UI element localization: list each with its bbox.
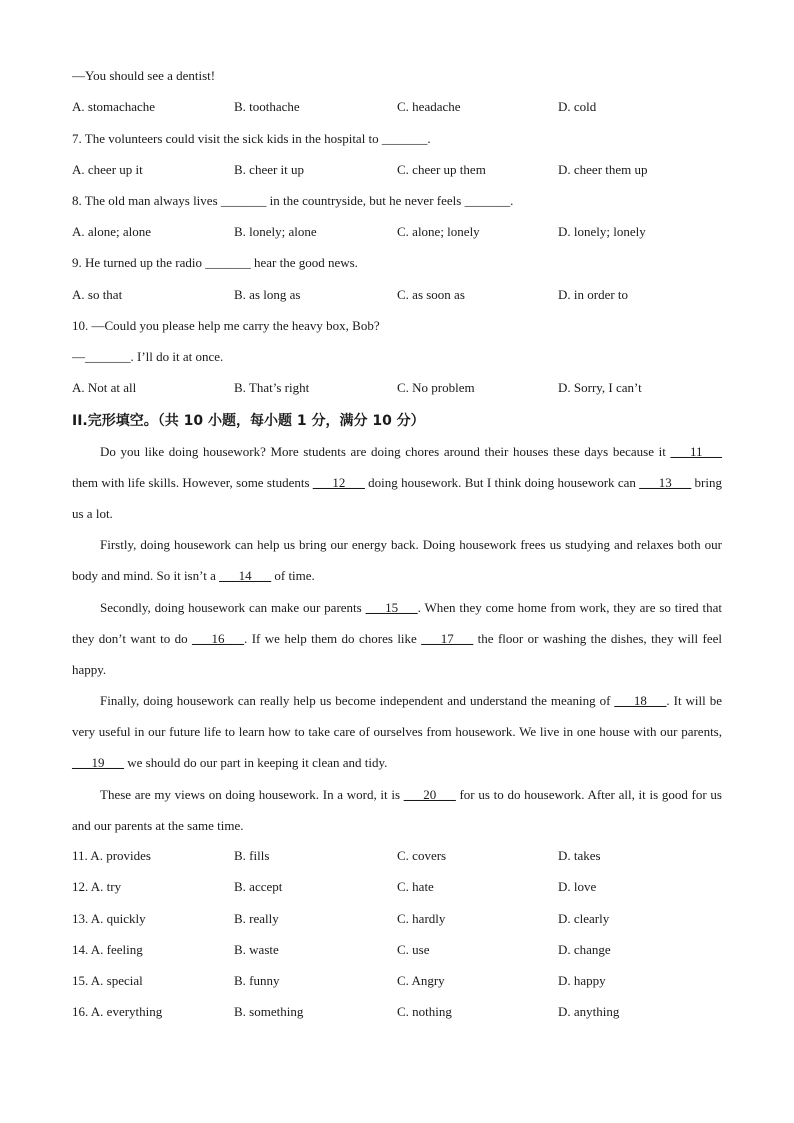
blank-14[interactable]: ___14___ [219, 568, 272, 583]
q7-options [72, 162, 722, 178]
q9-option-d[interactable]: D. in order to [558, 287, 629, 302]
passage-paragraph-3: Secondly, doing housework can make our parents ___15___. When they come home from work, they are so tired that they don’t want to do ___16___. If we help them do chores like ___17___ the floor or washing the dishes, they will feel happy. [72, 600, 722, 677]
passage-paragraph-2: Firstly, doing housework can help us bring our energy back. Doing housework frees us studying and relaxes both our body and mind. So it isn’t a ___14___ of time. [72, 537, 722, 583]
q7-option-a[interactable]: A. cheer up it [72, 162, 143, 177]
q10-blank[interactable]: _______ [85, 349, 131, 364]
q10-option-d[interactable]: D. Sorry, I can’t [558, 380, 642, 395]
q7-option-d[interactable]: D. cheer them up [558, 162, 648, 177]
q15-option-a[interactable]: 15. A. special [72, 973, 143, 988]
q12-option-c[interactable]: C. hate [397, 879, 434, 894]
q10-option-c[interactable]: C. No problem [397, 380, 475, 395]
q8-option-a[interactable]: A. alone; alone [72, 224, 152, 239]
q7-option-c[interactable]: C. cheer up them [397, 162, 486, 177]
cloze-options-13 [72, 911, 722, 927]
blank-20[interactable]: ___20___ [403, 787, 456, 802]
blank-15[interactable]: ___15___ [365, 600, 418, 615]
q12-option-d[interactable]: D. love [558, 879, 597, 894]
q9-option-b[interactable]: B. as long as [234, 287, 301, 302]
q15-option-c[interactable]: C. Angry [397, 973, 445, 988]
q7-blank[interactable]: _______ [381, 131, 428, 146]
q10-stem: 10. —Could you please help me carry the heavy box, Bob? [72, 318, 380, 333]
q8-blank-1[interactable]: _______ [220, 193, 267, 208]
q16-option-a[interactable]: 16. A. everything [72, 1004, 163, 1019]
q13-option-a[interactable]: 13. A. quickly [72, 911, 146, 926]
section-ii-title: II.完形填空。（共 10 小题，每小题 1 分，满分 10 分） [72, 413, 425, 429]
q14-option-b[interactable]: B. waste [234, 942, 279, 957]
q6-option-a[interactable]: A. stomachache [72, 99, 156, 114]
q16-option-d[interactable]: D. anything [558, 1004, 620, 1019]
q15-option-d[interactable]: D. happy [558, 973, 606, 988]
q14-option-c[interactable]: C. use [397, 942, 430, 957]
q6-dialogue-line: —You should see a dentist! [72, 68, 216, 83]
cloze-options-11 [72, 848, 722, 864]
q8-stem: 8. The old man always lives _______ in the countryside, but he never feels _______. [72, 193, 514, 208]
blank-11[interactable]: ___11___ [670, 444, 722, 459]
q11-option-c[interactable]: C. covers [397, 848, 447, 863]
q11-option-a[interactable]: 11. A. provides [72, 848, 151, 863]
passage-paragraph-5: These are my views on doing housework. In a word, it is ___20___ for us to do housework. After all, it is good for us and our parents at the same time. [72, 787, 722, 833]
cloze-options-14 [72, 942, 722, 958]
blank-19[interactable]: ___19___ [72, 755, 124, 770]
q6-options [72, 99, 722, 115]
q16-option-c[interactable]: C. nothing [397, 1004, 452, 1019]
q7-option-b[interactable]: B. cheer it up [234, 162, 305, 177]
q12-option-b[interactable]: B. accept [234, 879, 283, 894]
passage-paragraph-1: Do you like doing housework? More students are doing chores around their houses these days because it ___11___ them with life skills. However, some students ___12___ doing housework. But I think doing housework can ___13___ bring us a lot. [72, 444, 722, 521]
q14-option-d[interactable]: D. change [558, 942, 611, 957]
q6-option-d[interactable]: D. cold [558, 99, 597, 114]
q7-stem: 7. The volunteers could visit the sick kids in the hospital to _______. [72, 131, 431, 146]
q13-option-b[interactable]: B. really [234, 911, 279, 926]
q8-option-d[interactable]: D. lonely; lonely [558, 224, 646, 239]
passage-paragraph-4: Finally, doing housework can really help us become independent and understand the meaning of ___18___. It will be very useful in our future life to learn how to take care of ourselves from housework. We live in one house with our parents, ___19___ we should do our part in keeping it clean and tidy. [72, 693, 723, 770]
q11-option-d[interactable]: D. takes [558, 848, 601, 863]
q6-option-b[interactable]: B. toothache [234, 99, 300, 114]
q10-options [72, 380, 722, 396]
blank-13[interactable]: ___13___ [639, 475, 692, 490]
q9-stem: 9. He turned up the radio _______ hear the good news. [72, 255, 358, 270]
cloze-options-12 [72, 879, 722, 895]
q16-option-b[interactable]: B. something [234, 1004, 304, 1019]
q8-blank-2[interactable]: _______ [464, 193, 511, 208]
q10-option-a[interactable]: A. Not at all [72, 380, 137, 395]
blank-12[interactable]: ___12___ [312, 475, 365, 490]
q9-blank[interactable]: _______ [205, 255, 251, 270]
q8-option-c[interactable]: C. alone; lonely [397, 224, 480, 239]
q8-options [72, 224, 722, 240]
q15-option-b[interactable]: B. funny [234, 973, 280, 988]
cloze-options-15 [72, 973, 722, 989]
blank-18[interactable]: ___18___ [614, 693, 667, 708]
blank-17[interactable]: ___17___ [421, 631, 474, 646]
q11-option-b[interactable]: B. fills [234, 848, 270, 863]
q6-option-c[interactable]: C. headache [397, 99, 461, 114]
q8-option-b[interactable]: B. lonely; alone [234, 224, 317, 239]
q13-option-c[interactable]: C. hardly [397, 911, 446, 926]
blank-16[interactable]: ___16___ [192, 631, 245, 646]
q10-option-b[interactable]: B. That’s right [234, 380, 310, 395]
q13-option-d[interactable]: D. clearly [558, 911, 610, 926]
q14-option-a[interactable]: 14. A. feeling [72, 942, 143, 957]
q12-option-a[interactable]: 12. A. try [72, 879, 122, 894]
q9-option-a[interactable]: A. so that [72, 287, 123, 302]
q9-options [72, 287, 722, 303]
q9-option-c[interactable]: C. as soon as [397, 287, 465, 302]
cloze-options-16 [72, 1004, 722, 1020]
q10-response: —_______. I’ll do it at once. [72, 349, 224, 364]
